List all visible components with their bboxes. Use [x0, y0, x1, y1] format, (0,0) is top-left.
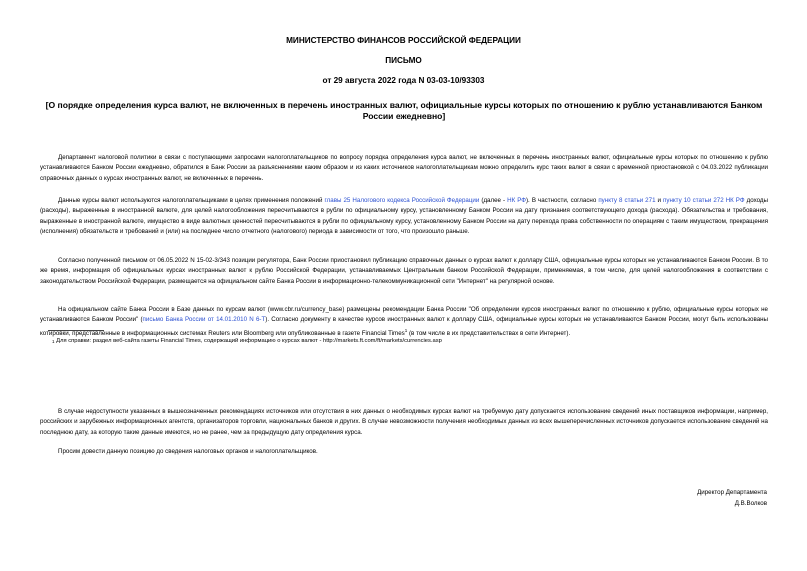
paragraph-2-text-d: и	[655, 197, 664, 204]
footnote-text: Для справки: раздел веб-сайта газеты Financial Times, содержащий информацию о курсах валют - http://markets.ft.com/ft/markets/currencies.asp	[56, 338, 442, 344]
paragraph-4	[40, 305, 768, 339]
footnote-reference[interactable]: 1	[404, 327, 408, 333]
document-type: ПИСЬМО	[385, 56, 422, 65]
paragraph-1: Департамент налоговой политики в связи с поступающими запросами налогоплательщиков по вопросу порядка определения курса валют, не включенных в перечень иностранных валют, официальные курсы которых по отношению к рублю устанавливаются Банком России ежедневно, обратился в Банк России за разъяснениями каким образом и из каких источников налогоплательщикам можно определить курс таких валют в связи с временной приостановкой с 04.03.2022 публикации справочных данных о курсах иностранных валют, не включенных в перечень.	[40, 154, 768, 182]
paragraph-2-text-b: (далее -	[479, 197, 508, 204]
signature-name: Д.В.Волков	[734, 500, 767, 507]
footnote	[52, 337, 442, 346]
link-article-272[interactable]: пункту 10 статьи 272 НК РФ	[663, 197, 745, 204]
paragraph-5: В случае недоступности указанных в вышеозначенных рекомендациях источников или отсутствия в них данных о необходимых курсах валют на требуемую дату допускается использование сведений иных поставщиков информации, например, российских и зарубежных информационных агентств, организаторов торговли, национальных банков и других. В случае невозможности получения необходимых данных из всех вышеперечисленных источников допускается использование сведений на последнюю дату, за которую такие данные имеются, но не ранее, чем за предыдущую дату определения курса.	[40, 408, 768, 436]
paragraph-3: Согласно полученной письмом от 06.05.2022 N 15-02-3/343 позиции регулятора, Банк России приостановил публикацию справочных данных о курсах валют к доллару США, официальные курсы которых не устанавливаются Банком России. В то же время, информация об официальных курсах иностранных валют к рублю Российской Федерации, устанавливаемых Центральным банком Российской Федерации, применяемая, в том числе, для целей налогообложения в соответствии с законодательством Российской Федерации, размещается на официальном сайте Банка России в информационно-телекоммуникационной сети "Интернет" на регулярной основе.	[40, 257, 768, 285]
link-chapter-25-tax-code[interactable]: главы 25 Налогового кодекса Российской Федерации	[324, 197, 480, 204]
signature-title: Директор Департамента	[697, 489, 767, 496]
document-date-number: от 29 августа 2022 года N 03-03-10/93303	[322, 76, 485, 85]
link-cbr-letter-6t[interactable]: письмо Банка России от 14.01.2010 N 6-Т	[142, 316, 266, 324]
paragraph-2-text-e: доходы (расходы), выраженные в иностранной валюте, для целей налогообложения пересчитываются в рубли по официальному курсу, установленному Банком России на дату признания соответствующего дохода (расхода). Обязательства и требования, выраженные в иностранной валюте, имущество в виде валютных ценностей пересчитываются в рубли по официальному курсу, установленному Банком России на дату перехода права собственности по операциям с таким имуществом, прекращения (исполнения) обязательств и требований и (или) на последнее число отчетного (налогового) периода в зависимости от того, что произошло раньше.	[40, 197, 768, 236]
paragraph-4-text-b: ). Согласно документу в качестве курсов иностранных валют к доллару США, официальные курсы которых не устанавливаются Банком России, могут быть использованы котировки, представленные в информационных системах Reuters или Bloomberg или опубликованные в газете Financial Times	[40, 316, 769, 337]
footnote-mark: 1	[52, 339, 55, 344]
paragraph-2	[40, 196, 768, 238]
document-subject: [О порядке определения курса валют, не включенных в перечень иностранных валют, официальные курсы которых по отношению к рублю устанавливаются Банком России ежедневно]	[45, 100, 763, 121]
link-article-271[interactable]: пункту 8 статьи 271	[598, 197, 656, 204]
footnote-divider	[48, 330, 104, 331]
link-nk-rf[interactable]: НК РФ	[507, 197, 526, 204]
paragraph-2-text-c: ). В частности, согласно	[526, 197, 599, 204]
paragraph-4-text-c: (в том числе в их представительствах в сети Интернет).	[407, 329, 571, 337]
ministry-title: МИНИСТЕРСТВО ФИНАНСОВ РОССИЙСКОЙ ФЕДЕРАЦИИ	[286, 36, 521, 45]
paragraph-6: Просим довести данную позицию до сведения налоговых органов и налогоплательщиков.	[58, 448, 318, 455]
paragraph-4-text-a: На официальном сайте Банка России в Базе данных по курсам валют (www.cbr.ru/currency_base) размещены рекомендации Банка России "Об определении курсов иностранных валют по отношению к рублю, официальные курсы которых не устанавливаются Банком России" (	[40, 306, 768, 324]
paragraph-2-text-a: Данные курсы валют используются налогоплательщиками в целях применения положений	[58, 197, 325, 204]
